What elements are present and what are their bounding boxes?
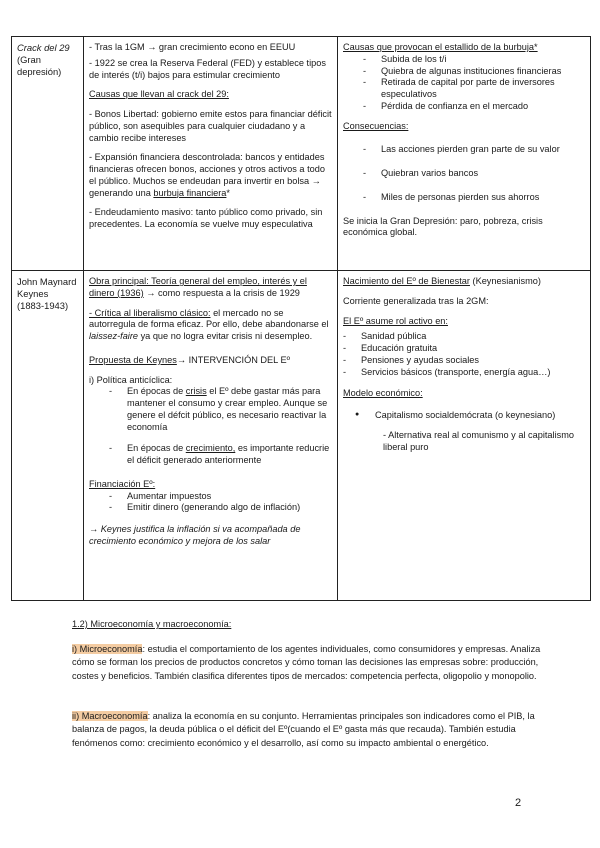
text: (Keynesianismo) — [469, 276, 541, 286]
critique-heading: - Crítica al liberalismo clásico: — [89, 307, 211, 318]
policy-heading: i) Política anticíclica: — [89, 374, 173, 385]
bubble-term: burbuja financiera — [153, 187, 227, 198]
era-cell — [12, 271, 84, 601]
era-title: John Maynard Keynes — [17, 276, 77, 300]
bubble-causes-heading: Causas que provocan el estallido de la burbuja* — [343, 42, 538, 52]
micro-label: i) Microeconomía — [72, 644, 143, 654]
paragraph — [89, 355, 332, 367]
era-title: Crack del 29 — [17, 42, 70, 53]
text: el Eº debe gastar más para mantener el consumo y crear empleo. Aunque se genere el défcit público, es necesario reactivar la economía — [127, 386, 328, 432]
financing-heading: Financiación Eº: — [89, 478, 156, 489]
text: : estudia el comportamiento de los agentes individuales, como consumidores y empresas. Analiza cómo se forman los precios de productos concretos y cómo toman las decisiones las empresas sobre: producción, costes y beneficios. También clasifica diferentes tipos de mercados: competencia perfecta, oligopolio y monopolio. — [72, 644, 541, 681]
text: el mercado no se autorregula de forma eficaz. Por ello, debe abandonarse el — [89, 307, 329, 330]
notes-table — [11, 36, 591, 601]
list-item: - Quiebra de algunas instituciones financieras — [363, 66, 585, 78]
bubble-causes-list — [343, 54, 585, 113]
list-item: - Las acciones pierden gran parte de su valor — [363, 144, 585, 156]
list-item: - Subida de los t/i — [363, 54, 585, 66]
main-work: Obra principal: Teoría general del empleo, interés y el dinero (1936) — [89, 276, 307, 298]
section-heading: 1.2) Microeconomía y macroeconomía: — [72, 619, 232, 629]
paragraph: - 1922 se crea la Reserva Federal (FED) y establece tipos de interés (t/i) bajos para estimular crecimiento — [89, 57, 326, 80]
era-subtitle: (1883-1943) — [17, 300, 69, 312]
causes-heading: Causas que llevan al crack del 29: — [89, 89, 229, 100]
keynes-right-cell — [338, 271, 591, 601]
text: crecimiento, — [185, 443, 236, 454]
list-item: - Aumentar impuestos — [109, 491, 332, 503]
list-item: - Miles de personas pierden sus ahorros — [363, 192, 585, 204]
text: * — [226, 187, 230, 198]
paragraph: - Tras la 1GM → gran crecimiento econo en EEUU — [89, 42, 296, 52]
text: es importante reducrie el déficit generado anteriormente — [127, 443, 330, 466]
paragraph — [89, 276, 332, 300]
active-role-heading: El Eº asume rol activo en: — [343, 315, 448, 326]
list-item — [109, 386, 332, 433]
list-item: - Servicios básicos (transporte, energía agua…) — [343, 367, 585, 379]
list-item: - Retirada de capital por parte de inversores especulativos — [363, 77, 585, 101]
text: : analiza la economía en su conjunto. Herramientas principales son indicadores como el PIB, la balanza de pagos, la deuda pública o el déficit del Eº(cuando el Eº gasta más que recauda). También estudia fenómenos como: crecimiento económico y el desarrollo, así como su impacto ambiental o energético. — [72, 711, 535, 748]
proposal-heading: Propuesta de Keynes — [89, 354, 177, 365]
active-role-list — [343, 331, 585, 378]
model-list — [343, 410, 585, 422]
paragraph — [89, 308, 332, 343]
text: En épocas de — [127, 443, 186, 454]
consequences-heading: Consecuencias: — [343, 120, 409, 131]
paragraph: Se inicia la Gran Depresión: paro, pobreza, crisis económica global. — [343, 215, 543, 238]
crack-right-cell — [338, 37, 591, 271]
text: ya que no logra evitar crisis ni desempleo. — [138, 331, 313, 342]
text: - Expansión financiera descontrolada: bancos y entidades financieras ofrecen bonos, acciones y otros activos a todo el público. Muchos se endeudan para invertir en bolsa → generando una — [89, 152, 325, 198]
text: laissez-faire — [89, 331, 139, 342]
list-item: - Pérdida de confianza en el mercado — [363, 101, 585, 113]
list-item: - Pensiones y ayudas sociales — [343, 355, 585, 367]
era-subtitle: (Gran depresión) — [17, 54, 62, 78]
text: → como respuesta a la crisis de 1929 — [143, 287, 300, 298]
text: En épocas de — [127, 386, 186, 397]
list-item — [109, 443, 332, 467]
list-item: - Sanidad pública — [343, 331, 585, 343]
consequences-list — [343, 144, 585, 203]
model-heading: Modelo económico: — [343, 388, 423, 399]
table-row — [12, 37, 591, 271]
keynes-left-cell — [84, 271, 338, 601]
text: → INTERVENCIÓN DEL Eº — [176, 354, 290, 365]
era-cell — [12, 37, 84, 271]
paragraph: → Keynes justifica la inflación si va acompañada de crecimiento económico y mejora de los salar — [89, 524, 301, 547]
micro-paragraph — [72, 643, 542, 683]
crack-left-cell — [84, 37, 338, 271]
text: crisis — [185, 386, 207, 397]
list-item: ● Capitalismo socialdemócrata (o keynesiano) — [355, 410, 585, 422]
list-item: - Emitir dinero (generando algo de inflación) — [109, 502, 332, 514]
table-row — [12, 271, 591, 601]
financing-list — [89, 491, 332, 515]
model-sub-item: - Alternativa real al comunismo y al capitalismo liberal puro — [383, 429, 574, 452]
list-item: - Quiebran varios bancos — [363, 168, 585, 180]
page-number: 2 — [515, 797, 522, 809]
macro-paragraph — [72, 710, 542, 750]
paragraph — [89, 152, 332, 199]
welfare-heading: Nacimiento del Eº de Bienestar — [343, 276, 470, 286]
paragraph: Corriente generalizada tras la 2GM: — [343, 295, 489, 306]
paragraph — [343, 276, 585, 288]
policy-list — [89, 386, 332, 467]
paragraph: - Endeudamiento masivo: tanto público como privado, sin precedentes. La economía se vuelve muy especulativa — [89, 207, 323, 230]
paragraph: - Bonos Libertad: gobierno emite estos para financiar déficit público, son asequibles para cualquier ciudadano y a cambio recibe intereses — [89, 109, 332, 143]
macro-label: ii) Macroeconomía — [72, 711, 148, 721]
list-item: - Educación gratuita — [343, 343, 585, 355]
